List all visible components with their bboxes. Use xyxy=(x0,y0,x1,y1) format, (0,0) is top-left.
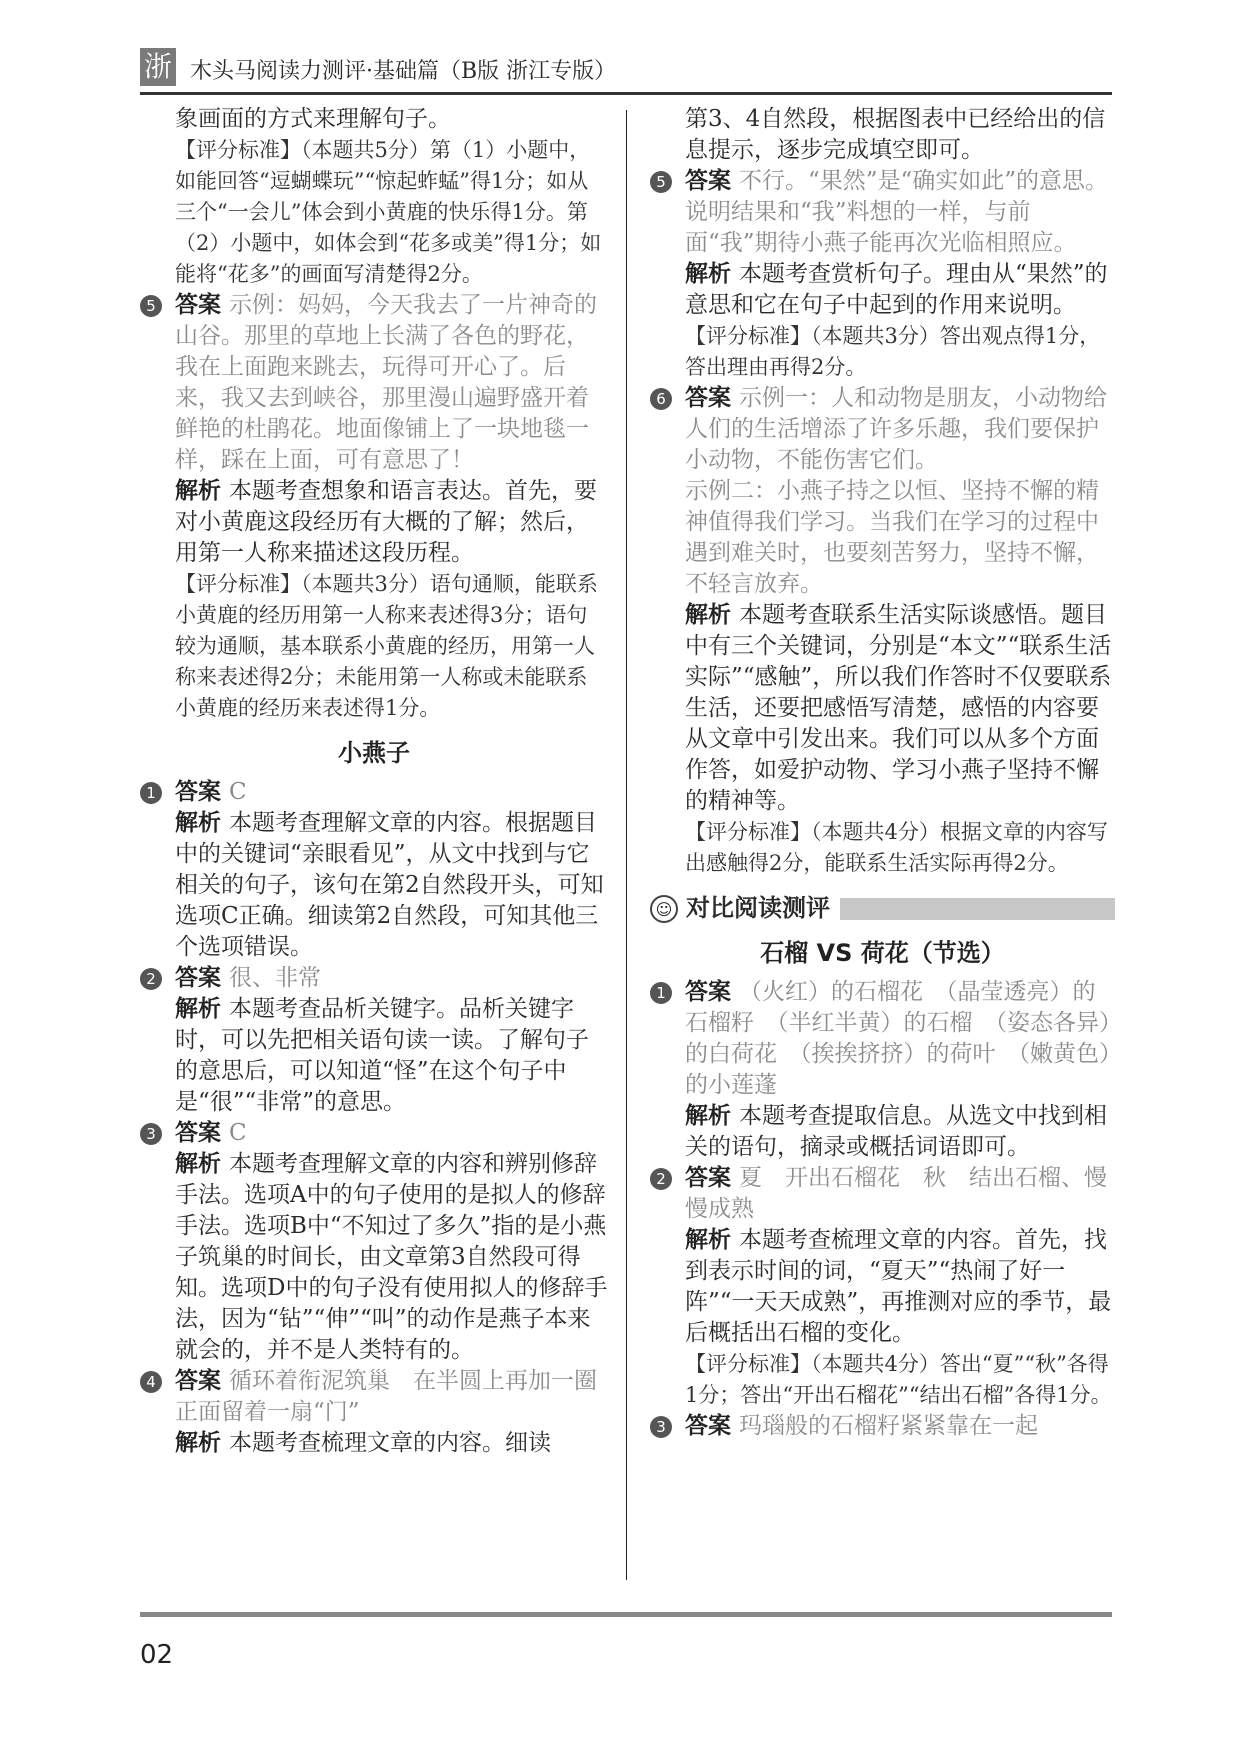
answer-label: 答案 xyxy=(175,1120,221,1146)
header-title: 木头马阅读力测评·基础篇（B版 浙江专版） xyxy=(190,59,617,84)
answer-label: 答案 xyxy=(685,979,731,1005)
answer-text: 示例一：人和动物是朋友，小动物给人们的生活增添了许多乐趣，我们要保护小动物，不能伤害它们。 xyxy=(685,385,1107,473)
q4-scoring-standard: 【评分标准】（本题共5分）第（1）小题中，如能回答“逗蝴蝶玩”“惊起蚱蜢”得1分；如从三个“一会儿”体会到小黄鹿的快乐得1分。第（2）小题中，如体会到“花多或美”得1分；如能将“花多”的画面写清楚得2分。 xyxy=(175,138,602,286)
analysis-label: 解析 xyxy=(175,1430,221,1456)
analysis-label: 解析 xyxy=(175,996,221,1022)
answer-item-3-right xyxy=(650,1411,1115,1442)
analysis-label: 解析 xyxy=(685,261,731,287)
answer-text: 夏 开出石榴花 秋 结出石榴、慢慢成熟 xyxy=(685,1165,1107,1222)
analysis-text: 本题考查梳理文章的内容。细读 xyxy=(229,1430,551,1456)
item-number: 4 xyxy=(140,1371,162,1393)
scoring-standard: 【评分标准】（本题共4分）答出“夏”“秋”各得1分；答出“开出石榴花”“结出石榴”各得1分。 xyxy=(685,1352,1112,1407)
left-column xyxy=(140,104,620,1459)
continued-text: 第3、4自然段，根据图表中已经给出的信息提示，逐步完成填空即可。 xyxy=(685,106,1106,163)
scoring-standard: 【评分标准】（本题共4分）根据文章的内容写出感触得2分，能联系生活实际再得2分。 xyxy=(685,820,1108,875)
analysis-text: 本题考查理解文章的内容。根据题目中的关键词“亲眼看见”，从文中找到与它相关的句子，该句在第2自然段开头，可知选项C正确。细读第2自然段，可知其他三个选项错误。 xyxy=(175,810,604,960)
answer-text: C xyxy=(229,779,247,805)
analysis-text: 本题考查想象和语言表达。首先，要对小黄鹿这段经历有大概的了解；然后，用第一人称来描述这段历程。 xyxy=(175,478,597,566)
analysis-label: 解析 xyxy=(685,1227,731,1253)
answer-text: 不行。“果然”是“确实如此”的意思。说明结果和“我”料想的一样，与前面“我”期待小燕子能再次光临相照应。 xyxy=(685,168,1109,256)
answer-label: 答案 xyxy=(685,1165,731,1191)
intro-text: 象画面的方式来理解句子。 xyxy=(175,106,451,132)
section-title-swallow: 小燕子 xyxy=(338,739,410,767)
analysis-label: 解析 xyxy=(685,1103,731,1129)
header-rule xyxy=(140,92,1112,95)
answer-label: 答案 xyxy=(685,168,731,194)
answer-label: 答案 xyxy=(175,779,221,805)
answer-item-3 xyxy=(140,1118,608,1366)
heading-bar xyxy=(840,898,1115,920)
column-divider xyxy=(626,110,627,1580)
answer-label: 答案 xyxy=(685,1413,731,1439)
answer-text: 玛瑙般的石榴籽紧紧靠在一起 xyxy=(739,1413,1038,1439)
analysis-label: 解析 xyxy=(175,1151,221,1177)
answer-label: 答案 xyxy=(175,1368,221,1394)
analysis-text: 本题考查联系生活实际谈感悟。题目中有三个关键词，分别是“本文”“联系生活实际”“感触”，所以我们作答时不仅要联系生活，还要把感悟写清楚，感悟的内容要从文章中引发出来。我们可以从多个方面作答，如爱护动物、学习小燕子坚持不懈的精神等。 xyxy=(685,602,1112,814)
right-column xyxy=(650,104,1115,1442)
scoring-standard: 【评分标准】（本题共3分）答出观点得1分，答出理由再得2分。 xyxy=(685,324,1101,379)
answer-text: 示例：妈妈，今天我去了一片神奇的山谷。那里的草地上长满了各色的野花，我在上面跑来跳去，玩得可开心了。后来，我又去到峡谷，那里漫山遍野盛开着鲜艳的杜鹃花。地面像铺上了一块地毯一样，踩在上面，可有意思了！ xyxy=(175,292,597,473)
answer-label: 答案 xyxy=(685,385,731,411)
answer-label: 答案 xyxy=(175,292,221,318)
answer-text: 循环着衔泥筑巢 在半圆上再加一圈 正面留着一扇“门” xyxy=(175,1368,620,1425)
analysis-text: 本题考查品析关键字。品析关键字时，可以先把相关语句读一读。了解句子的意思后，可以知道“怪”在这个句子中是“很”“非常”的意思。 xyxy=(175,996,589,1115)
compare-heading-text: 对比阅读测评 xyxy=(686,894,830,922)
analysis-text: 本题考查赏析句子。理由从“果然”的意思和它在句子中起到的作用来说明。 xyxy=(685,261,1108,318)
answer-item-1 xyxy=(140,777,608,963)
item-number: 3 xyxy=(140,1123,162,1145)
analysis-text: 本题考查理解文章的内容和辨别修辞手法。选项A中的句子使用的是拟人的修辞手法。选项B中“不知过了多久”指的是小燕子筑巢的时间长，由文章第3自然段可得知。选项D中的句子没有使用拟人的修辞手法，因为“钻”“伸”“叫”的动作是燕子本来就会的，并不是人类特有的。 xyxy=(175,1151,608,1363)
analysis-label: 解析 xyxy=(175,810,221,836)
item-number: 1 xyxy=(140,782,162,804)
page-number: 02 xyxy=(140,1640,174,1670)
answer-item-6 xyxy=(650,383,1115,879)
answer-item-2-right xyxy=(650,1163,1115,1411)
item-number: 2 xyxy=(140,968,162,990)
answer-item-5-right xyxy=(650,166,1115,383)
item-number: 3 xyxy=(650,1416,672,1438)
item-number: 2 xyxy=(650,1168,672,1190)
analysis-label: 解析 xyxy=(175,478,221,504)
section-title-pomegranate-lotus: 石榴 VS 荷花（节选） xyxy=(760,939,1005,967)
compare-reading-heading xyxy=(650,893,1115,924)
item-number: 1 xyxy=(650,982,672,1004)
answer-item-4 xyxy=(140,1366,620,1459)
answer-label: 答案 xyxy=(175,965,221,991)
reader-icon: ☺ xyxy=(650,895,678,923)
header-badge: 浙 xyxy=(140,48,176,86)
answer-item-2 xyxy=(140,963,608,1118)
analysis-text: 本题考查提取信息。从选文中找到相关的语句，摘录或概括词语即可。 xyxy=(685,1103,1107,1160)
answer-text: C xyxy=(229,1120,247,1146)
item-number: 5 xyxy=(650,171,672,193)
analysis-text: 本题考查梳理文章的内容。首先，找到表示时间的词，“夏天”“热闹了好一阵”“一天天成熟”，再推测对应的季节，最后概括出石榴的变化。 xyxy=(685,1227,1112,1346)
analysis-label: 解析 xyxy=(685,602,731,628)
footer-rule xyxy=(140,1612,1112,1617)
answer-item-5 xyxy=(140,290,608,724)
scoring-standard: 【评分标准】（本题共3分）语句通顺，能联系小黄鹿的经历用第一人称来表述得3分；语句较为通顺，基本联系小黄鹿的经历，用第一人称来表述得2分；未能用第一人称或未能联系小黄鹿的经历来表述得1分。 xyxy=(175,572,598,720)
answer-text: （火红）的石榴花 （晶莹透亮）的石榴籽 （半红半黄）的石榴 （姿态各异）的白荷花 （挨挨挤挤）的荷叶 （嫩黄色）的小莲蓬 xyxy=(685,979,1111,1098)
item-number: 5 xyxy=(140,295,162,317)
item-number: 6 xyxy=(650,388,672,410)
answer-text-example-2: 示例二：小燕子持之以恒、坚持不懈的精神值得我们学习。当我们在学习的过程中遇到难关时，也要刻苦努力，坚持不懈，不轻言放弃。 xyxy=(685,478,1099,597)
answer-item-1-right xyxy=(650,977,1115,1163)
answer-text: 很、非常 xyxy=(229,965,321,991)
